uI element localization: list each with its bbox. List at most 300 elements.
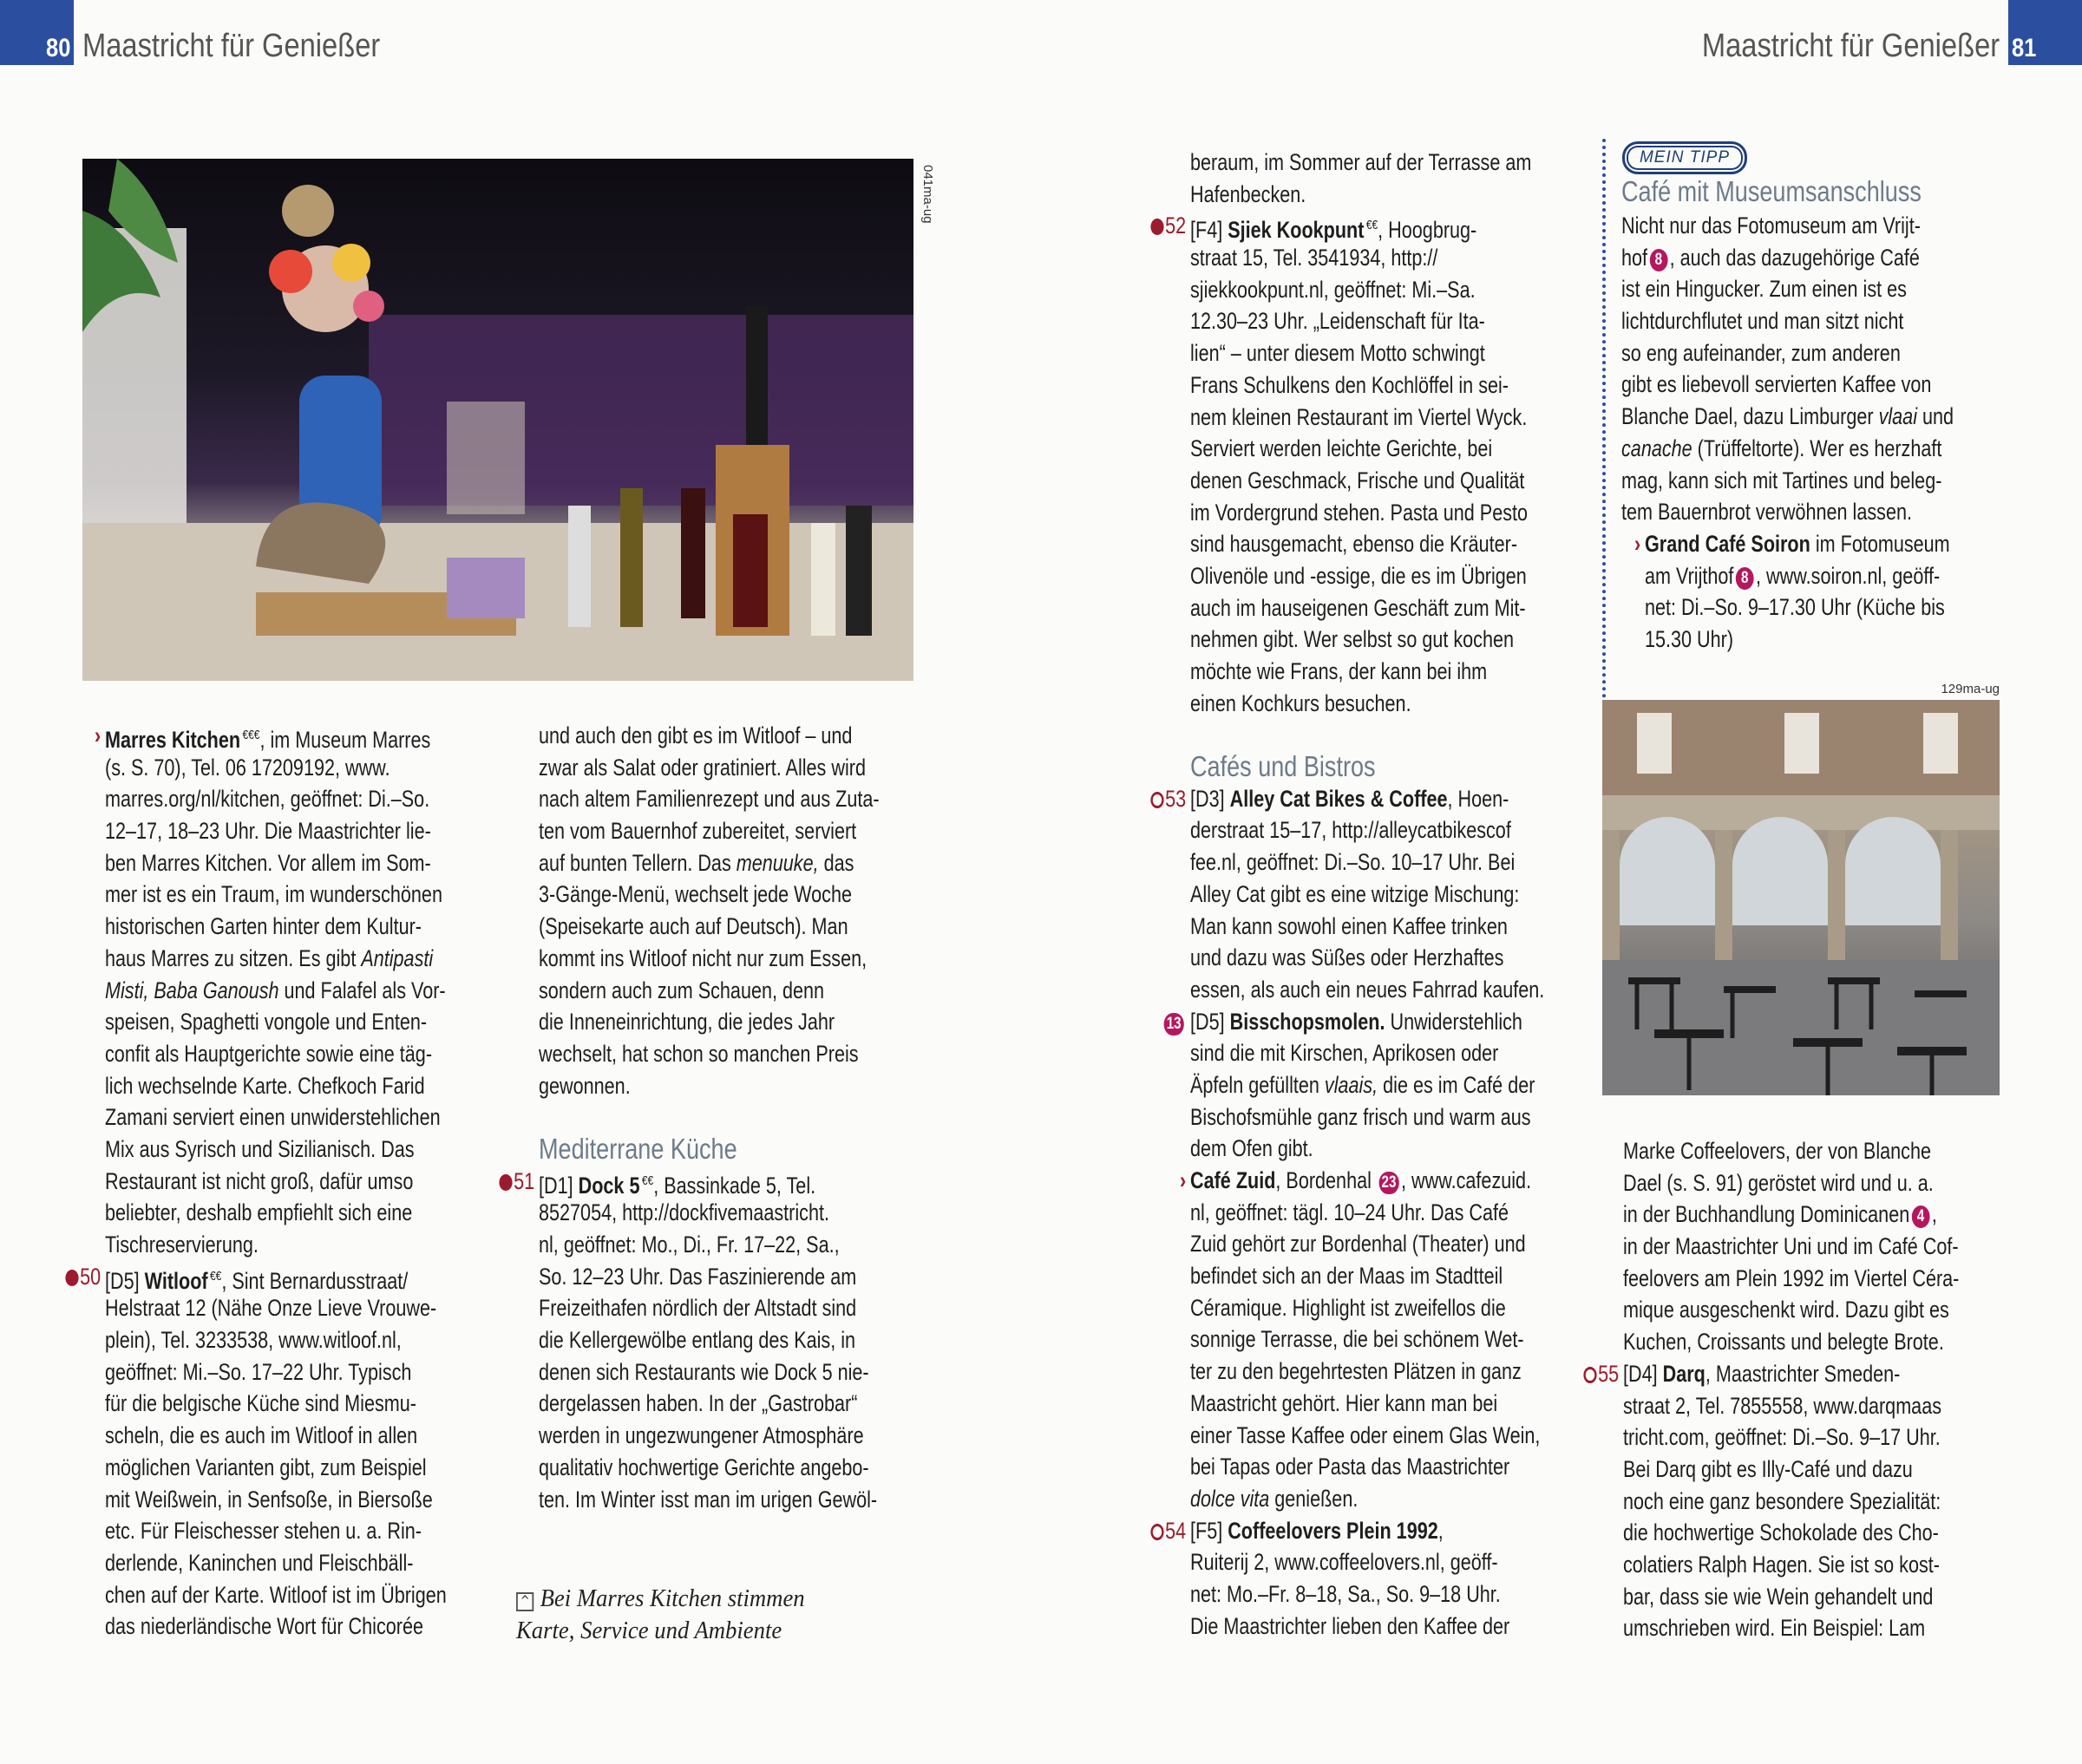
entry-name: Darq [1662,1360,1706,1387]
text-span: in der Maastrichter Uni und im Café Cof- [1623,1233,1959,1260]
text-line [1190,974,1544,1006]
text-span: befindet sich an der Maas im Stadtteil [1190,1263,1503,1290]
text-span: sonnige Terrasse, die bei schönem Wet- [1190,1326,1524,1353]
poi-marker [1150,210,1186,242]
text-line [1623,1454,1959,1486]
sight-number-badge: 23 [1378,1172,1398,1194]
sight-number-badge: 8 [1736,567,1754,590]
poi-number: 55 [1598,1360,1620,1387]
text-span: , Sint Bernardusstraat/ [221,1267,409,1294]
text-line [1166,1006,1544,1038]
text-line [1190,911,1544,943]
text-line [105,1547,447,1579]
cafe-icon [1150,1524,1163,1540]
text-line [1623,1199,1959,1231]
text-span: straat 15, Tel. 3541934, http:// [1190,245,1438,271]
text-span: das niederländische Wort für Chicorée [105,1613,423,1640]
text-span: , Hoogbrug- [1378,217,1477,244]
text-line [539,783,880,815]
text-span: chen auf der Karte. Witloof ist im Übrigen [105,1581,447,1608]
text-span: [D4] [1623,1360,1663,1387]
text-span: , Bassinkade 5, Tel. [653,1172,816,1199]
poi-marker [499,1166,534,1198]
caption-text: Bei Marres Kitchen stimmen [540,1584,805,1612]
sight-number-badge: 4 [1912,1205,1930,1228]
chevron-right-icon: › [1180,1167,1187,1193]
text-line [105,783,447,815]
text-line [1190,1069,1544,1101]
text-span: 8527054, http://dockfivemaastricht. [539,1199,829,1226]
text-line [105,1420,447,1452]
price-category: €€€ [242,728,260,742]
text-line [105,975,447,1007]
text-line [1190,1610,1544,1643]
text-line [105,1038,447,1070]
text-span: Mix aus Syrisch und Sizilianisch. Das [105,1135,415,1162]
page-number-left [0,0,74,65]
text-span: plein), Tel. 3233538, www.witloof.nl, [105,1327,402,1354]
text-span: (s. S. 70), Tel. 06 17209192, www. [105,754,390,781]
text-span: marres.org/nl/kitchen, geöffnet: Di.–So. [105,786,430,813]
text-span: nach altem Familienrezept und aus Zuta- [539,786,880,813]
text-span: tem Bauernbrot verwöhnen lassen. [1621,499,1912,526]
text-line [1190,242,1544,274]
text-span: Zuid gehört zur Bordenhal (Theater) und [1190,1231,1526,1258]
text-line [1190,497,1544,529]
text-span: denen sich Restaurants wie Dock 5 nie- [539,1358,869,1385]
text-line [1190,814,1544,846]
text-line [1180,1165,1544,1197]
text-span: sondern auch zum Schauen, denn [539,977,825,1003]
italic-term: dolce vita [1190,1485,1270,1512]
text-line [539,1261,880,1293]
text-line [1623,1294,1959,1326]
poi-marker [1583,1358,1619,1390]
text-span: , [1437,1517,1444,1544]
text-line [539,1006,880,1038]
text-span: bei Tapas oder Pasta das Maastrichter [1190,1454,1510,1480]
text-span: hof [1621,244,1648,271]
sight-marker [1162,1006,1186,1038]
text-span: nem kleinen Restaurant im Viertel Wyck. [1190,403,1528,430]
text-line [105,1515,447,1547]
italic-term: vlaais, [1324,1071,1378,1098]
text-span: sjiekkookpunt.nl, geöffnet: Mi.–Sa. [1190,276,1476,303]
text-line [1623,1549,1959,1581]
text-line [1190,1451,1544,1483]
text-line [105,1006,447,1038]
text-span: in der Buchhandlung Dominicanen [1623,1201,1910,1228]
text-line [1190,1133,1544,1165]
text-line [1190,688,1544,720]
text-span: Tischreservierung. [105,1232,259,1258]
text-line [105,879,447,911]
text-span: zwar als Salat oder gratiniert. Alles wird [539,754,866,781]
text-line [1190,369,1544,402]
text-line [1190,337,1544,369]
mein-tipp-badge: MEIN TIPP [1622,141,1747,174]
cafe-photo [1602,700,2000,1095]
sight-number-badge: 13 [1163,1013,1183,1036]
text-span: colatiers Ralph Hagen. Sie ist so kost- [1623,1551,1940,1578]
caption-line [516,1583,805,1615]
text-span: confit als Hauptgerichte sowie eine täg- [105,1040,433,1067]
text-line [105,1229,447,1261]
text-span: Bei Darq gibt es Illy-Café und dazu [1623,1455,1913,1482]
text-span: mer ist es ein Traum, im wunderschönen [105,881,442,908]
entry-name: Coffeelovers Plein 1992 [1228,1517,1438,1544]
text-line [539,879,880,911]
text-span: Freizeithafen nördlich der Altstadt sind [539,1295,857,1322]
poi-marker [65,1261,101,1293]
text-span: net: Mo.–Fr. 8–18, Sa., So. 9–18 Uhr. [1190,1580,1501,1607]
text-line [1190,1323,1544,1356]
text-line [539,1484,880,1516]
text-line [80,1261,447,1294]
poi-number: 53 [1165,785,1187,812]
text-span: Marke Coffeelovers, der von Blanche [1623,1138,1931,1164]
text-column-1 [80,720,535,1643]
text-line [1623,1390,1959,1422]
text-line [1190,1197,1544,1229]
text-span: und auch den gibt es im Witloof – und [539,722,853,748]
text-span: [F5] [1190,1517,1228,1544]
text-line [1621,242,1954,274]
text-span: straat 2, Tel. 7855558, www.darqmaas [1623,1392,1942,1419]
text-span: scheln, die es auch im Witloof in allen [105,1422,418,1449]
text-line [1190,433,1544,465]
text-span: [F4] [1190,217,1228,244]
text-column-3 [1165,147,1633,1642]
text-span: Nicht nur das Fotomuseum am Vrijt- [1621,212,1921,238]
text-line [1621,369,1954,401]
text-line [1190,846,1544,879]
text-span: nl, geöffnet: tägl. 10–24 Uhr. Das Café [1190,1199,1509,1225]
text-span: , Maastrichter Smeden- [1705,1360,1901,1387]
text-line [1190,179,1544,211]
text-span: geöffnet: Mi.–So. 17–22 Uhr. Typisch [105,1358,412,1385]
text-span: auch im hauseigenen Geschäft zum Mit- [1190,594,1526,621]
text-line [1623,1612,1959,1644]
text-line [1190,1578,1544,1610]
text-span: im Vordergrund stehen. Pasta und Pesto [1190,499,1529,526]
text-line [1190,402,1544,434]
text-span: mit Weißwein, in Senfsoße, in Biersoße [105,1486,433,1512]
text-span: qualitativ hochwertige Gerichte angebo- [539,1454,869,1480]
restaurant-photo-illustration [82,159,913,681]
text-line [1621,337,1954,369]
text-line [1190,624,1544,656]
text-line [105,1101,447,1134]
text-line [1621,465,1954,497]
text-span: noch eine ganz besondere Spezialität: [1623,1487,1941,1514]
text-line [1598,1358,1959,1390]
restaurant-icon [499,1174,512,1191]
text-span: ten. Im Winter isst man im urigen Gewöl- [539,1486,878,1512]
text-line [539,975,880,1007]
restaurant-photo [82,159,913,681]
text-span: ten vom Bauernhof zubereitet, serviert [539,818,857,845]
text-line [539,1420,880,1452]
text-line [539,1038,880,1070]
text-span: [D5] [105,1267,145,1294]
text-line [105,1610,447,1643]
italic-term: canache [1621,434,1692,461]
text-line [539,847,880,879]
cafe-icon [1583,1367,1596,1383]
text-span: derstraat 15–17, http://alleycatbikescof [1190,817,1511,844]
text-span: 15.30 Uhr) [1645,625,1734,652]
text-line [105,752,447,784]
running-title-left: Maastricht für Genießer [82,28,381,64]
text-line [1190,1292,1544,1324]
text-span: Helstraat 12 (Nähe Onze Lieve Vrouwe- [105,1295,437,1322]
text-column-4 [1598,1135,2043,1644]
text-span: 3-Gänge-Menü, wechselt jede Woche [539,881,852,908]
text-line [105,911,447,943]
text-span: , www.cafezuid. [1401,1167,1532,1193]
text-line [539,1292,880,1324]
text-line [1190,274,1544,306]
text-span: mique ausgeschenkt wird. Dazu gibt es [1623,1297,1949,1323]
text-line [1190,147,1544,179]
text-span: Äpfeln gefüllten [1190,1071,1325,1098]
text-span: 12.30–23 Uhr. „Leidenschaft für Ita- [1190,308,1485,335]
text-line [539,1356,880,1388]
text-span: , im Museum Marres [259,727,431,753]
text-line [514,1166,880,1199]
italic-term: Misti, Baba Ganoush [105,977,279,1003]
text-span: bar, dass sie wie Wein gehandelt und [1623,1583,1934,1610]
text-line [1190,560,1544,592]
caption-line: Karte, Service und Ambiente [516,1617,782,1644]
poi-number: 51 [514,1167,535,1194]
text-span: denen Geschmack, Frische und Qualität [1190,467,1525,493]
text-line [1623,1421,1959,1454]
photo-credit: 129ma-ug [1941,682,2000,696]
text-line [539,1452,880,1484]
text-span: ist ein Hingucker. Zum einen ist es [1621,276,1907,303]
text-line [105,1484,447,1516]
text-line [1190,1037,1544,1069]
text-span: net: Di.–So. 9–17.30 Uhr (Küche bis [1645,594,1945,621]
text-span: Céramique. Highlight ist zweifellos die [1190,1294,1506,1321]
page-number: 80 [45,34,70,62]
text-span: nehmen gibt. Wer selbst so gut kochen [1190,626,1515,653]
price-category: €€ [1365,218,1378,233]
text-line [105,1388,447,1420]
chevron-right-icon: › [1634,530,1641,557]
text-span: Blanche Dael, dazu Limburger [1621,403,1879,430]
text-span: , www.soiron.nl, geöff- [1756,562,1941,589]
text-span: und [1917,403,1954,430]
text-span: Bischofsmühle ganz frisch und warm aus [1190,1103,1531,1130]
poi-number: 50 [80,1263,101,1290]
text-span: und Falafel als Vor- [278,977,446,1003]
text-line [539,1229,880,1261]
text-line [1621,305,1954,337]
text-line [539,1388,880,1420]
text-span: Olivenöle und -essige, die es im Übrigen [1190,562,1527,589]
text-span: ben Marres Kitchen. Vor allem im Som- [105,849,431,876]
text-span: umschrieben wird. Ein Beispiel: Lam [1623,1615,1926,1642]
text-span: speisen, Spaghetti vongole und Enten- [105,1009,428,1036]
tip-heading: Café mit Museumsanschluss [1621,175,1922,207]
text-line [1190,592,1544,624]
text-line [1190,1483,1544,1515]
text-line [1621,433,1954,465]
poi-number: 52 [1165,212,1187,239]
text-span: Restaurant ist nicht groß, dafür umso [105,1167,414,1194]
text-line [1165,1515,1544,1547]
text-span: genießen. [1269,1485,1359,1512]
text-line [1190,879,1544,911]
poi-marker [1150,783,1186,815]
section-heading: Mediterrane Küche [539,1132,737,1165]
price-category: €€ [641,1173,654,1188]
text-line [1165,210,1544,244]
text-span: so eng aufeinander, zum anderen [1621,339,1901,366]
text-span: und dazu was Süßes oder Herzhaftes [1190,944,1504,971]
text-span: [D3] [1190,785,1230,812]
text-line [539,1070,880,1102]
text-span: , Bordenhal [1275,1167,1377,1193]
text-span: haus Marres zu sitzen. Es gibt [105,944,362,971]
cafe-icon [1150,792,1163,808]
text-span: auf bunten Tellern. Das [539,849,737,876]
text-line [1645,624,1958,656]
text-line [105,1197,447,1229]
text-span: Unwiderstehlich [1385,1008,1522,1035]
text-span: Maastricht gehört. Hier kann man bei [1190,1389,1498,1416]
poi-number: 54 [1165,1517,1187,1544]
text-line [1621,210,1954,242]
text-span: (Speisekarte auch auf Deutsch). Man [539,913,848,940]
text-span: Serviert werden leichte Gerichte, bei [1190,435,1493,462]
text-line [539,752,880,784]
text-span: essen, als auch ein neues Fahrrad kaufen. [1190,976,1545,1003]
text-span: [D1] [539,1172,579,1199]
text-span: lich wechselnde Karte. Chefkoch Farid [105,1072,425,1099]
text-span: die hochwertige Schokolade des Cho- [1623,1519,1939,1546]
text-line [105,1166,447,1198]
running-title-right: Maastricht für Genießer [1701,28,2000,64]
text-line [105,847,447,879]
text-span: möchte wie Frans, der kann bei ihm [1190,658,1488,684]
text-span: lien“ – unter diesem Motto schwingt [1190,340,1485,367]
text-line [1190,656,1544,688]
text-line [1621,401,1954,433]
entry-name: Marres Kitchen [105,727,241,753]
text-line [1190,305,1544,337]
photo-caption [516,1583,805,1647]
text-span: Zamani serviert einen unwiderstehlichen [105,1104,441,1131]
text-line [105,1356,447,1388]
text-line [105,1452,447,1484]
text-line [95,720,447,753]
text-line [105,1292,447,1324]
text-line [1623,1517,1959,1549]
text-span: Frans Schulkens den Kochlöffel in sei- [1190,371,1509,398]
text-span: Dael (s. S. 91) geröstet wird und u. a. [1623,1169,1934,1196]
text-span: tricht.com, geöffnet: Di.–So. 9–17 Uhr. [1623,1424,1941,1451]
text-line [1190,1546,1544,1578]
text-span: lichtdurchflutet und man sitzt nicht [1621,308,1904,335]
text-line [105,1579,447,1611]
text-span: Hafenbecken. [1190,180,1306,207]
text-span: gibt es liebevoll servierten Kaffee von [1621,371,1932,398]
text-line [539,720,880,752]
text-span: ter zu den begehrtesten Plätzen in ganz [1190,1358,1522,1385]
price-category: €€ [210,1268,222,1284]
entry-name: Witloof [144,1267,208,1294]
text-span: die Inneneinrichtung, die jedes Jahr [539,1009,835,1036]
text-line [1634,528,1958,560]
restaurant-icon [1150,219,1163,235]
entry-name: Grand Café Soiron [1645,530,1810,557]
entry-name: Bisschopsmolen. [1229,1008,1385,1035]
poi-marker [1150,1515,1186,1547]
text-span: wechselt, hat schon so manchen Preis [539,1040,859,1067]
text-line [539,943,880,975]
text-line [1165,783,1544,815]
text-span: kommt ins Witloof nicht nur zum Essen, [539,944,868,971]
text-span: die es im Café der [1378,1071,1535,1098]
text-line [1645,560,1958,592]
text-line [1190,1420,1544,1452]
text-line [1190,1228,1544,1260]
text-span: Alley Cat gibt es eine witzige Mischung: [1190,880,1520,907]
entry-name: Dock 5 [578,1172,640,1199]
text-span: historischen Garten hinter dem Kultur- [105,913,422,940]
text-span: sind die mit Kirschen, Aprikosen oder [1190,1040,1499,1067]
text-line [539,815,880,847]
text-span: mag, kann sich mit Tartines und beleg- [1621,467,1942,493]
text-line [1623,1135,1959,1167]
text-line [1190,1356,1544,1388]
text-span: [D5] [1190,1008,1230,1035]
text-line [1190,1101,1544,1134]
text-span: werden in ungezwungener Atmosphäre [539,1422,864,1449]
text-line [1623,1486,1959,1518]
text-line [105,815,447,847]
text-span: feelovers am Plein 1992 im Viertel Céra- [1623,1264,1960,1291]
text-column-2 [514,720,965,1515]
text-line [1190,942,1544,974]
cafe-photo-illustration [1602,700,2000,1095]
text-line [1190,528,1544,560]
text-line [105,1134,447,1166]
text-span: etc. Für Fleischesser stehen u. a. Rin- [105,1518,422,1545]
photo-credit: 041ma-ug [920,165,935,224]
text-line [539,1197,880,1229]
text-line [1645,591,1958,624]
text-span: möglichen Varianten gibt, zum Beispiel [105,1454,427,1480]
italic-term: vlaai [1878,403,1917,430]
text-span: für die belgische Küche sind Miesmu- [105,1390,416,1417]
text-span: sind hausgemacht, ebenso die Kräuter- [1190,531,1518,558]
sight-number-badge: 8 [1649,249,1667,271]
text-span: , Hoen- [1447,785,1509,812]
text-line [105,943,447,975]
text-line [1190,465,1544,497]
text-span: einen Kochkurs besuchen. [1190,689,1411,716]
text-line [1621,496,1954,528]
text-span: beraum, im Sommer auf der Terrasse am [1190,149,1532,175]
text-span: 12–17, 18–23 Uhr. Die Maastrichter lie- [105,818,431,845]
text-span: im Fotomuseum [1810,530,1950,557]
text-line [1190,1260,1544,1292]
